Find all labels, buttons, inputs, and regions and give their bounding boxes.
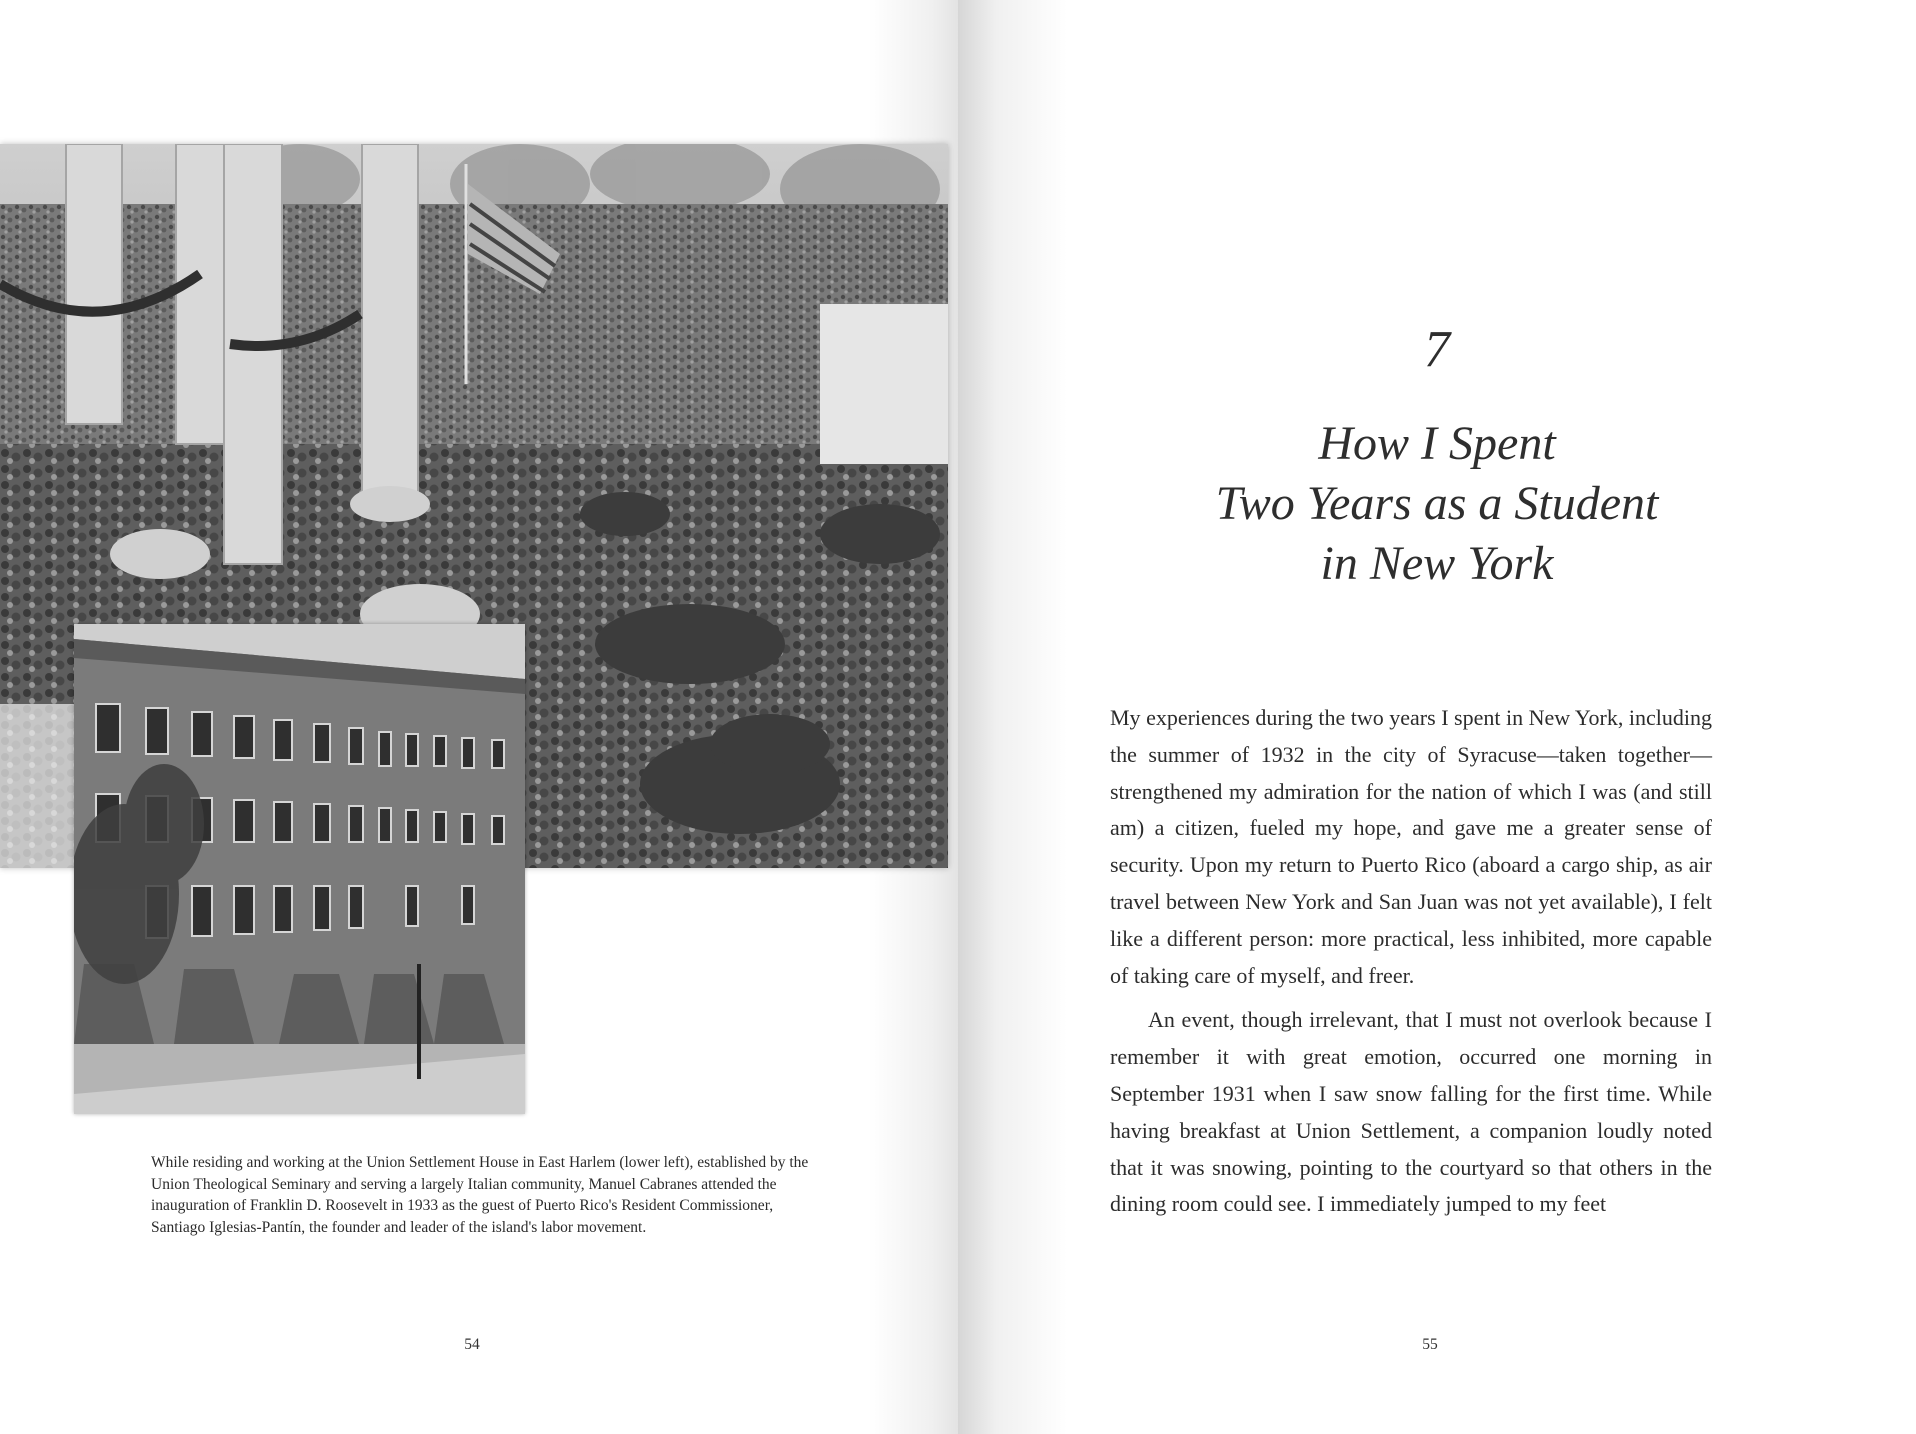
union-settlement-building-photo bbox=[74, 624, 525, 1114]
page-number-right: 55 bbox=[1422, 1336, 1438, 1353]
page-number-left: 54 bbox=[464, 1336, 480, 1353]
right-page bbox=[958, 0, 1916, 1434]
gutter-shadow bbox=[958, 0, 1068, 1434]
photo-caption: While residing and working at the Union Settlement House in East Harlem (lower left), established by the Union Theological Seminary and serving a largely Italian community, Manuel Cabranes attended the inauguration of Franklin D. Roosevelt in 1933 as the guest of Puerto Rico's Resident Commissioner, Santiago Iglesias-Pantín, the founder and leader of the island's labor movement. bbox=[151, 1154, 809, 1236]
chapter-title-line: in New York bbox=[1320, 537, 1554, 590]
chapter-body bbox=[1110, 700, 1712, 1231]
body-paragraph: My experiences during the two years I spent in New York, including the summer of 1932 in the city of Syracuse—taken together—strengthened my admiration for the nation of which I was (and still am) a citizen, fueled my hope, and gave me a greater sense of security. Upon my return to Puerto Rico (aboard a cargo ship, as air travel between New York and San Juan was not yet available), I felt like a different person: more practical, less inhibited, more capable of taking care of myself, and freer. bbox=[1110, 705, 1712, 988]
chapter-number: 7 bbox=[1424, 321, 1450, 378]
chapter-title bbox=[958, 414, 1916, 594]
chapter-title-line: How I Spent bbox=[1318, 417, 1556, 470]
chapter-title-line: Two Years as a Student bbox=[1215, 477, 1659, 530]
body-paragraph: An event, though irrelevant, that I must not overlook because I remember it with great emotion, occurred one morning in September 1931 when I saw snow falling for the first time. While having breakfast at Union Settlement, a companion loudly noted that it was snowing, pointing to the courtyard so that others in the dining room could see. I immediately jumped to my feet bbox=[1110, 1007, 1712, 1217]
